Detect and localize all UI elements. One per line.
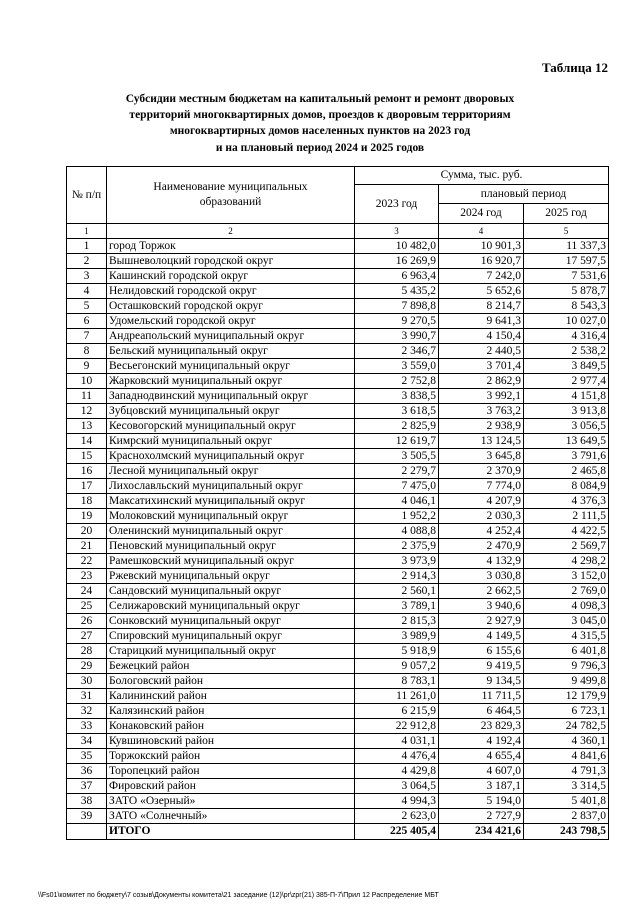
table-row (67, 524, 609, 539)
document-title (0, 91, 640, 156)
row-2024: 4 132,9 (439, 554, 524, 569)
row-number: 13 (67, 419, 107, 434)
row-name: Андреапольский муниципальный округ (107, 329, 355, 344)
row-number: 15 (67, 449, 107, 464)
table-row (67, 569, 609, 584)
colnum-5: 5 (524, 224, 609, 239)
table-row (67, 584, 609, 599)
table-row (67, 644, 609, 659)
row-2024: 3 992,1 (439, 389, 524, 404)
row-2023: 1 952,2 (355, 509, 439, 524)
table-row (67, 554, 609, 569)
row-number: 16 (67, 464, 107, 479)
row-2024: 6 155,6 (439, 644, 524, 659)
row-2023: 2 752,8 (355, 374, 439, 389)
table-row (67, 419, 609, 434)
row-2024: 2 370,9 (439, 464, 524, 479)
row-number: 11 (67, 389, 107, 404)
table-row (67, 764, 609, 779)
row-name: Кувшиновский район (107, 734, 355, 749)
row-2025: 2 111,5 (524, 509, 609, 524)
row-name: Бологовский район (107, 674, 355, 689)
table-row (67, 749, 609, 764)
row-2023: 7 475,0 (355, 479, 439, 494)
row-name: Фировский район (107, 779, 355, 794)
row-2025: 24 782,5 (524, 719, 609, 734)
row-2025: 6 723,1 (524, 704, 609, 719)
row-name: Спировский муниципальный округ (107, 629, 355, 644)
row-number: 12 (67, 404, 107, 419)
row-number: 23 (67, 569, 107, 584)
row-2023: 3 838,5 (355, 389, 439, 404)
row-2024: 5 652,6 (439, 284, 524, 299)
title-line-1: Субсидии местным бюджетам на капитальный ремонт и ремонт дворовых (125, 93, 515, 105)
row-2024: 4 655,4 (439, 749, 524, 764)
row-number: 20 (67, 524, 107, 539)
row-2025: 3 849,5 (524, 359, 609, 374)
row-number: 27 (67, 629, 107, 644)
row-2023: 2 346,7 (355, 344, 439, 359)
row-2025: 13 649,5 (524, 434, 609, 449)
total-2023: 225 405,4 (355, 824, 439, 840)
header-num: № п/п (67, 167, 107, 224)
row-2023: 9 270,5 (355, 314, 439, 329)
row-2023: 3 990,7 (355, 329, 439, 344)
row-name: Оленинский муниципальный округ (107, 524, 355, 539)
row-2023: 3 973,9 (355, 554, 439, 569)
row-name: Ржевский муниципальный округ (107, 569, 355, 584)
header-2025: 2025 год (524, 204, 609, 224)
row-name: Пеновский муниципальный округ (107, 539, 355, 554)
row-number: 31 (67, 689, 107, 704)
table-row (67, 734, 609, 749)
row-2023: 3 989,9 (355, 629, 439, 644)
row-2023: 10 482,0 (355, 239, 439, 254)
row-2024: 4 150,4 (439, 329, 524, 344)
row-2025: 17 597,5 (524, 254, 609, 269)
row-number: 35 (67, 749, 107, 764)
row-2025: 2 977,4 (524, 374, 609, 389)
row-2025: 8 543,3 (524, 299, 609, 314)
row-name: Старицкий муниципальный округ (107, 644, 355, 659)
row-name: Рамешковский муниципальный округ (107, 554, 355, 569)
row-2023: 9 057,2 (355, 659, 439, 674)
row-name: Селижаровский муниципальный округ (107, 599, 355, 614)
row-name: Западнодвинский муниципальный округ (107, 389, 355, 404)
row-number: 14 (67, 434, 107, 449)
row-number: 28 (67, 644, 107, 659)
row-2023: 3 618,5 (355, 404, 439, 419)
row-2025: 4 316,4 (524, 329, 609, 344)
header-2024: 2024 год (439, 204, 524, 224)
row-2023: 6 963,4 (355, 269, 439, 284)
table-row (67, 689, 609, 704)
row-2025: 3 314,5 (524, 779, 609, 794)
row-2024: 2 662,5 (439, 584, 524, 599)
row-2025: 8 084,9 (524, 479, 609, 494)
row-2025: 5 878,7 (524, 284, 609, 299)
table-row (67, 449, 609, 464)
row-2024: 2 727,9 (439, 809, 524, 824)
table-row (67, 599, 609, 614)
table-row (67, 344, 609, 359)
row-2024: 5 194,0 (439, 794, 524, 809)
table-header (67, 167, 609, 239)
table-row (67, 239, 609, 254)
row-name: ЗАТО «Солнечный» (107, 809, 355, 824)
row-2023: 4 031,1 (355, 734, 439, 749)
file-path-footer: \\Fs01\комитет по бюджету\7 созыв\Документы комитета\21 заседание (12)\pr\zpr(21) 385-П-7\Прил 12 Распределение МБТ (38, 892, 439, 899)
row-number: 19 (67, 509, 107, 524)
row-2025: 9 796,3 (524, 659, 609, 674)
row-2023: 5 435,2 (355, 284, 439, 299)
row-name: Кимрский муниципальный округ (107, 434, 355, 449)
row-2024: 2 030,3 (439, 509, 524, 524)
colnum-2: 2 (107, 224, 355, 239)
row-2024: 7 774,0 (439, 479, 524, 494)
row-number: 34 (67, 734, 107, 749)
table-row (67, 299, 609, 314)
row-2025: 4 422,5 (524, 524, 609, 539)
row-2024: 3 187,1 (439, 779, 524, 794)
row-2025: 2 538,2 (524, 344, 609, 359)
row-name: Торжокский район (107, 749, 355, 764)
row-2025: 4 315,5 (524, 629, 609, 644)
row-number: 26 (67, 614, 107, 629)
row-2025: 4 151,8 (524, 389, 609, 404)
header-plan-period: плановый период (439, 185, 609, 204)
row-2024: 9 419,5 (439, 659, 524, 674)
row-name: Весьегонский муниципальный округ (107, 359, 355, 374)
row-number: 3 (67, 269, 107, 284)
table-row (67, 704, 609, 719)
row-2024: 9 134,5 (439, 674, 524, 689)
row-2025: 4 098,3 (524, 599, 609, 614)
row-number: 37 (67, 779, 107, 794)
colnum-4: 4 (439, 224, 524, 239)
row-number: 1 (67, 239, 107, 254)
row-2025: 10 027,0 (524, 314, 609, 329)
row-name: город Торжок (107, 239, 355, 254)
row-name: Торопецкий район (107, 764, 355, 779)
row-2024: 13 124,5 (439, 434, 524, 449)
row-2023: 4 476,4 (355, 749, 439, 764)
row-2023: 22 912,8 (355, 719, 439, 734)
row-number: 39 (67, 809, 107, 824)
row-2025: 5 401,8 (524, 794, 609, 809)
row-2023: 11 261,0 (355, 689, 439, 704)
row-2024: 9 641,3 (439, 314, 524, 329)
row-2023: 8 783,1 (355, 674, 439, 689)
row-2023: 2 375,9 (355, 539, 439, 554)
row-number: 21 (67, 539, 107, 554)
row-name: Лихославльский муниципальный округ (107, 479, 355, 494)
table-row (67, 614, 609, 629)
row-2023: 6 215,9 (355, 704, 439, 719)
table-row (67, 374, 609, 389)
row-2023: 5 918,9 (355, 644, 439, 659)
row-2025: 7 531,6 (524, 269, 609, 284)
row-2025: 4 298,2 (524, 554, 609, 569)
row-2023: 2 279,7 (355, 464, 439, 479)
row-number: 6 (67, 314, 107, 329)
total-2024: 234 421,6 (439, 824, 524, 840)
header-name: Наименование муниципальных образований (107, 167, 355, 224)
row-2024: 3 645,8 (439, 449, 524, 464)
row-number: 2 (67, 254, 107, 269)
table-row (67, 464, 609, 479)
colnum-3: 3 (355, 224, 439, 239)
row-2025: 2 569,7 (524, 539, 609, 554)
row-2025: 3 913,8 (524, 404, 609, 419)
row-2024: 4 252,4 (439, 524, 524, 539)
row-2024: 6 464,5 (439, 704, 524, 719)
table-row (67, 314, 609, 329)
colnum-1: 1 (67, 224, 107, 239)
row-2025: 2 837,0 (524, 809, 609, 824)
row-2023: 2 914,3 (355, 569, 439, 584)
row-2023: 12 619,7 (355, 434, 439, 449)
table-row (67, 509, 609, 524)
row-2025: 4 376,3 (524, 494, 609, 509)
total-row (67, 824, 609, 840)
row-2024: 2 938,9 (439, 419, 524, 434)
table-row (67, 359, 609, 374)
table-row (67, 404, 609, 419)
row-name: Бежецкий район (107, 659, 355, 674)
subsidy-table (66, 166, 609, 840)
row-2024: 3 030,8 (439, 569, 524, 584)
row-name: Краснохолмский муниципальный округ (107, 449, 355, 464)
table-row (67, 329, 609, 344)
table-row (67, 479, 609, 494)
row-2024: 4 607,0 (439, 764, 524, 779)
row-number: 5 (67, 299, 107, 314)
total-2025: 243 798,5 (524, 824, 609, 840)
row-2025: 4 841,6 (524, 749, 609, 764)
row-2025: 4 791,3 (524, 764, 609, 779)
row-number: 33 (67, 719, 107, 734)
row-name: Сандовский муниципальный округ (107, 584, 355, 599)
table-row (67, 794, 609, 809)
row-2023: 2 825,9 (355, 419, 439, 434)
row-2023: 3 064,5 (355, 779, 439, 794)
row-2023: 2 815,3 (355, 614, 439, 629)
table-row (67, 779, 609, 794)
row-2023: 4 994,3 (355, 794, 439, 809)
row-number: 36 (67, 764, 107, 779)
row-name: Молоковский муниципальный округ (107, 509, 355, 524)
row-2024: 2 927,9 (439, 614, 524, 629)
row-2023: 2 623,0 (355, 809, 439, 824)
table-row (67, 539, 609, 554)
row-name: Осташковский городской округ (107, 299, 355, 314)
row-2023: 4 429,8 (355, 764, 439, 779)
row-2025: 2 465,8 (524, 464, 609, 479)
row-number: 4 (67, 284, 107, 299)
row-name: Зубцовский муниципальный округ (107, 404, 355, 419)
row-name: Жарковский муниципальный округ (107, 374, 355, 389)
header-sum: Сумма, тыс. руб. (355, 167, 609, 185)
row-number: 18 (67, 494, 107, 509)
row-2023: 3 505,5 (355, 449, 439, 464)
row-2023: 16 269,9 (355, 254, 439, 269)
row-name: Бельский муниципальный округ (107, 344, 355, 359)
row-2024: 2 470,9 (439, 539, 524, 554)
row-number: 25 (67, 599, 107, 614)
row-2023: 4 046,1 (355, 494, 439, 509)
row-number: 7 (67, 329, 107, 344)
row-name: ЗАТО «Озерный» (107, 794, 355, 809)
row-number: 30 (67, 674, 107, 689)
row-number: 24 (67, 584, 107, 599)
row-name: Лесной муниципальный округ (107, 464, 355, 479)
row-name: Конаковский район (107, 719, 355, 734)
row-number: 29 (67, 659, 107, 674)
row-name: Нелидовский городской округ (107, 284, 355, 299)
table-row (67, 494, 609, 509)
row-2024: 2 862,9 (439, 374, 524, 389)
row-number: 8 (67, 344, 107, 359)
row-number: 17 (67, 479, 107, 494)
row-number: 9 (67, 359, 107, 374)
table-row (67, 674, 609, 689)
table-row (67, 284, 609, 299)
row-2025: 6 401,8 (524, 644, 609, 659)
row-name: Калязинский район (107, 704, 355, 719)
row-number: 22 (67, 554, 107, 569)
header-2023: 2023 год (355, 185, 439, 224)
total-label: ИТОГО (107, 824, 355, 840)
row-number: 32 (67, 704, 107, 719)
row-2024: 3 763,2 (439, 404, 524, 419)
title-line-3: многоквартирных домов населенных пунктов на 2023 год (169, 125, 471, 138)
row-2024: 3 701,4 (439, 359, 524, 374)
column-number-row (67, 224, 609, 239)
title-line-2: территорий многоквартирных домов, проездов к дворовым территориям (129, 109, 511, 122)
table-body (67, 239, 609, 824)
table-label: Таблица 12 (541, 60, 608, 75)
table-row (67, 719, 609, 734)
row-number: 10 (67, 374, 107, 389)
row-2024: 23 829,3 (439, 719, 524, 734)
row-2024: 16 920,7 (439, 254, 524, 269)
row-2023: 3 789,1 (355, 599, 439, 614)
table-row (67, 659, 609, 674)
row-2025: 9 499,8 (524, 674, 609, 689)
table-row (67, 434, 609, 449)
table-row (67, 254, 609, 269)
row-2023: 7 898,8 (355, 299, 439, 314)
row-2024: 3 940,6 (439, 599, 524, 614)
row-2024: 4 192,4 (439, 734, 524, 749)
row-2025: 3 152,0 (524, 569, 609, 584)
row-2025: 4 360,1 (524, 734, 609, 749)
row-2025: 3 791,6 (524, 449, 609, 464)
row-name: Кашинский городской округ (107, 269, 355, 284)
row-2025: 12 179,9 (524, 689, 609, 704)
row-2023: 4 088,8 (355, 524, 439, 539)
row-2025: 3 045,0 (524, 614, 609, 629)
table-row (67, 809, 609, 824)
row-2024: 4 149,5 (439, 629, 524, 644)
row-name: Кесовогорский муниципальный округ (107, 419, 355, 434)
title-line-4: и на плановый период 2024 и 2025 годов (215, 141, 425, 154)
row-2023: 2 560,1 (355, 584, 439, 599)
row-2024: 7 242,0 (439, 269, 524, 284)
row-2024: 10 901,3 (439, 239, 524, 254)
row-2025: 11 337,3 (524, 239, 609, 254)
table-row (67, 629, 609, 644)
row-name: Максатихинский муниципальный округ (107, 494, 355, 509)
row-2023: 3 559,0 (355, 359, 439, 374)
row-number: 38 (67, 794, 107, 809)
row-2025: 3 056,5 (524, 419, 609, 434)
row-2025: 2 769,0 (524, 584, 609, 599)
row-2024: 2 440,5 (439, 344, 524, 359)
row-name: Калининский район (107, 689, 355, 704)
table-row (67, 269, 609, 284)
row-2024: 4 207,9 (439, 494, 524, 509)
row-name: Удомельский городской округ (107, 314, 355, 329)
row-2024: 8 214,7 (439, 299, 524, 314)
row-name: Сонковский муниципальный округ (107, 614, 355, 629)
total-num (67, 824, 107, 840)
table-row (67, 389, 609, 404)
row-2024: 11 711,5 (439, 689, 524, 704)
row-name: Вышневолоцкий городской округ (107, 254, 355, 269)
